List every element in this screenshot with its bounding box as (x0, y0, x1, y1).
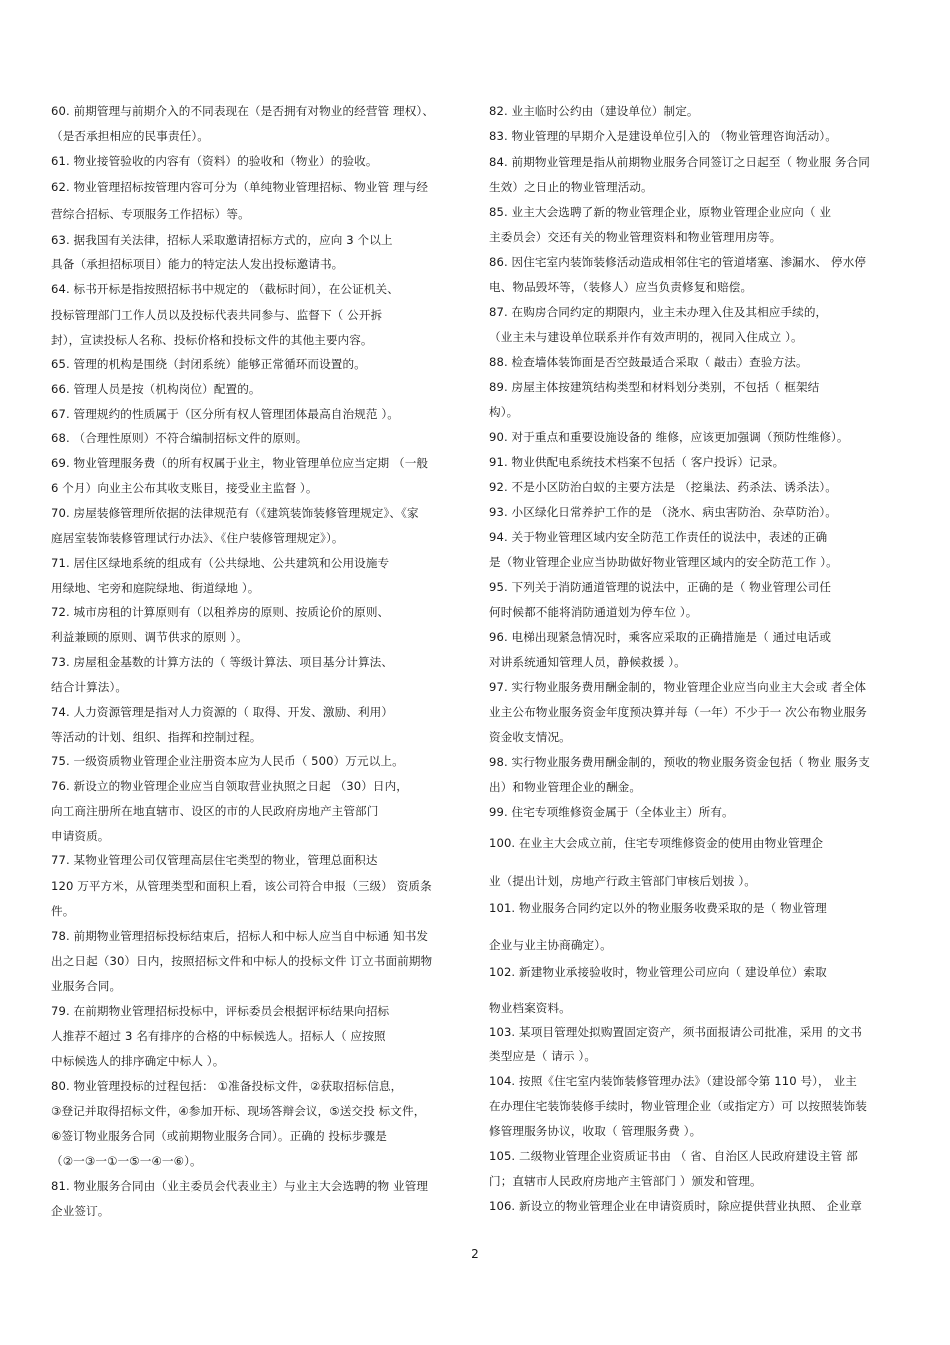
text-line: 类型应是（ 请示 ）。 (489, 1049, 597, 1063)
text-line: 93. 小区绿化日常养护工作的是 （浇水、病虫害防治、杂草防治）。 (489, 505, 837, 519)
text-line: 103. 某项目管理处拟购置固定资产，须书面报请公司批准，采用 的文书 (489, 1025, 862, 1039)
text-line: 利益兼顾的原则、调节供求的原则 ）。 (51, 630, 248, 644)
text-line: 85. 业主大会选聘了新的物业管理企业，原物业管理企业应向（ 业 (489, 205, 832, 219)
text-line: 61. 物业接管验收的内容有（资料）的验收和（物业）的验收。 (51, 154, 378, 168)
text-line: 96. 电梯出现紧急情况时，乘客应采取的正确措施是（ 通过电话或 (489, 630, 832, 644)
text-line: 营综合招标、专项服务工作招标）等。 (51, 207, 250, 221)
text-line: 68. （合理性原则）不符合编制招标文件的原则。 (51, 431, 308, 445)
text-line: ⑥签订物业服务合同（或前期物业服务合同）。正确的 投标步骤是 (51, 1129, 387, 1143)
text-line: 87. 在购房合同约定的期限内，业主未办理入住及其相应手续的， (489, 305, 828, 319)
text-line: 业服务合同。 (51, 979, 122, 993)
text-line: 企业与业主协商确定）。 (489, 938, 612, 952)
text-line: 83. 物业管理的早期介入是建设单位引入的 （物业管理咨询活动）。 (489, 129, 837, 143)
text-line: 102. 新建物业承接验收时，物业管理公司应向（ 建设单位）索取 (489, 965, 827, 979)
text-line: 构）。 (489, 405, 519, 419)
text-line: 主委员会）交还有关的物业管理资料和物业管理用房等。 (489, 230, 782, 244)
text-line: 用绿地、宅旁和庭院绿地、街道绿地 ）。 (51, 581, 260, 595)
text-line: 98. 实行物业服务费用酬金制的，预收的物业服务资金包括（ 物业 服务支 (489, 755, 870, 769)
text-line: 等活动的计划、组织、指挥和控制过程。 (51, 730, 262, 744)
text-line: （业主未与建设单位联系并作有效声明的，视同入住成立 ）。 (489, 330, 803, 344)
text-line: 74. 人力资源管理是指对人力资源的（ 取得、开发、激励、利用） (51, 705, 394, 719)
text-line: 73. 房屋租金基数的计算方法的（ 等级计算法、项目基分计算法、 (51, 655, 394, 669)
text-line: 向工商注册所在地直辖市、设区的市的人民政府房地产主管部门 (51, 804, 379, 818)
text-line: 电、物品毁坏等，（装修人）应当负责修复和赔偿。 (489, 280, 753, 294)
text-line: 75. 一级资质物业管理企业注册资本应为人民币（ 500）万元以上。 (51, 754, 404, 768)
text-line: 生效）之日止的物业管理活动。 (489, 180, 653, 194)
text-line: 82. 业主临时公约由（建设单位）制定。 (489, 104, 699, 118)
text-line: 件。 (51, 904, 75, 918)
text-line: 86. 因住宅室内装饰装修活动造成相邻住宅的管道堵塞、渗漏水、 停水停 (489, 255, 867, 269)
text-line: 70. 房屋装修管理所依据的法律规范有（《建筑装饰装修管理规定》、《家 (51, 506, 419, 520)
text-line: 封），宣读投标人名称、投标价格和投标文件的其他主要内容。 (51, 333, 373, 347)
text-line: 100. 在业主大会成立前，住宅专项维修资金的使用由物业管理企 (489, 836, 824, 850)
text-line: ③登记并取得招标文件，④参加开标、现场答辩会议，⑤送交投 标文件， (51, 1104, 426, 1118)
text-line: 修管理服务协议，收取（ 管理服务费 ）。 (489, 1124, 702, 1138)
text-line: 出之日起（30）日内，按照招标文件和中标人的投标文件 订立书面前期物 (51, 954, 433, 968)
text-line: 具备（承担招标项目）能力的特定法人发出投标邀请书。 (51, 257, 344, 271)
text-line: （是否承担相应的民事责任）。 (51, 129, 209, 143)
text-line: 91. 物业供配电系统技术档案不包括（ 客户投诉）记录。 (489, 455, 785, 469)
text-line: 6 个月）向业主公布其收支账目，接受业主监督 ）。 (51, 481, 318, 495)
text-line: 104. 按照《住宅室内装饰装修管理办法》（建设部令第 110 号）， 业主 (489, 1074, 857, 1088)
text-line: 投标管理部门工作人员以及投标代表共同参与、监督下（ 公开拆 (51, 308, 383, 322)
text-line: 业（提出计划，房地产行政主管部门审核后划拔 ）。 (489, 874, 756, 888)
text-line: 72. 城市房租的计算原则有（以租养房的原则、按质论价的原则、 (51, 605, 390, 619)
text-line: （②一③一①一⑤一④一⑥）。 (51, 1154, 202, 1168)
text-line: 对讲系统通知管理人员，静候救援 ）。 (489, 655, 686, 669)
text-line: 97. 实行物业服务费用酬金制的，物业管理企业应当向业主大会或 者全体 (489, 680, 867, 694)
text-line: 67. 管理规约的性质属于（区分所有权人管理团体最高自治规范 ）。 (51, 407, 399, 421)
text-line: 60. 前期管理与前期介入的不同表现在（是否拥有对物业的经营管 理权）、 (51, 104, 435, 118)
text-line: 120 万平方米，从管理类型和面积上看，该公司符合申报（三级） 资质条 (51, 879, 432, 893)
text-line: 是（物业管理企业应当协助做好物业管理区域内的安全防范工作 ）。 (489, 555, 838, 569)
text-line: 101. 物业服务合同约定以外的物业服务收费采取的是（ 物业管理 (489, 901, 827, 915)
text-line: 业主公布物业服务资金年度预决算并每（一年）不少于一 次公布物业服务 (489, 705, 867, 719)
text-line: 71. 居住区绿地系统的组成有（公共绿地、公共建筑和公用设施专 (51, 556, 390, 570)
text-line: 企业签订。 (51, 1204, 110, 1218)
text-line: 80. 物业管理投标的过程包括： ①准备投标文件，②获取招标信息， (51, 1079, 403, 1093)
text-line: 92. 不是小区防治白蚁的主要方法是 （挖巢法、药杀法、诱杀法）。 (489, 480, 837, 494)
text-line: 在办理住宅装饰装修手续时，物业管理企业（或指定方）可 以按照装饰装 (489, 1099, 867, 1113)
text-line: 65. 管理的机构是围绕（封闭系统）能够正常循环而设置的。 (51, 357, 366, 371)
text-line: 66. 管理人员是按（机构岗位）配置的。 (51, 382, 261, 396)
text-line: 95. 下列关于消防通道管理的说法中，正确的是（ 物业管理公司任 (489, 580, 832, 594)
text-line: 76. 新设立的物业管理企业应当自领取营业执照之日起 （30）日内， (51, 779, 408, 793)
text-line: 77. 某物业管理公司仅管理高层住宅类型的物业，管理总面积达 (51, 853, 378, 867)
text-line: 78. 前期物业管理招标投标结束后，招标人和中标人应当自中标通 知书发 (51, 929, 429, 943)
text-line: 物业档案资料。 (489, 1001, 571, 1015)
text-line: 105. 二级物业管理企业资质证书由 （ 省、自治区人民政府建设主管 部 (489, 1149, 858, 1163)
text-line: 84. 前期物业管理是指从前期物业服务合同签订之日起至（ 物业服 务合同 (489, 155, 870, 169)
text-line: 90. 对于重点和重要设施设备的 维修，应该更加强调（预防性维修）。 (489, 430, 849, 444)
text-line: 106. 新设立的物业管理企业在申请资质时，除应提供营业执照、 企业章 (489, 1199, 862, 1213)
text-line: 94. 关于物业管理区域内安全防范工作责任的说法中，表述的正确 (489, 530, 828, 544)
text-line: 69. 物业管理服务费（的所有权属于业主，物业管理单位应当定期 （一般 (51, 456, 429, 470)
text-line: 79. 在前期物业管理招标投标中，评标委员会根据评标结果向招标 (51, 1004, 390, 1018)
text-line: 81. 物业服务合同由（业主委员会代表业主）与业主大会选聘的物 业管理 (51, 1179, 429, 1193)
text-line: 99. 住宅专项维修资金属于（全体业主）所有。 (489, 805, 734, 819)
text-line: 62. 物业管理招标按管理内容可分为（单纯物业管理招标、物业管 理与经 (51, 180, 429, 194)
text-line: 89. 房屋主体按建筑结构类型和材料划分类别，不包括（ 框架结 (489, 380, 820, 394)
page-number: 2 (471, 1247, 479, 1261)
text-line: 中标候选人的排序确定中标人 ）。 (51, 1054, 225, 1068)
text-line: 庭居室装饰装修管理试行办法》、《住户装修管理规定》）。 (51, 531, 344, 545)
text-line: 88. 检查墙体装饰面是否空鼓最适合采取（ 敲击）查验方法。 (489, 355, 808, 369)
text-line: 人推荐不超过 3 名有排序的合格的中标候选人。招标人（ 应按照 (51, 1029, 386, 1043)
text-line: 何时候都不能将消防通道划为停车位 ）。 (489, 605, 698, 619)
text-line: 门；直辖市人民政府房地产主管部门 ）颁发和管理。 (489, 1174, 762, 1188)
text-line: 资金收支情况。 (489, 730, 571, 744)
text-line: 申请资质。 (51, 829, 110, 843)
text-line: 出）和物业管理企业的酬金。 (489, 780, 642, 794)
text-line: 64. 标书开标是指按照招标书中规定的 （截标时间），在公证机关、 (51, 282, 399, 296)
text-line: 结合计算法）。 (51, 680, 128, 694)
text-line: 63. 据我国有关法律，招标人采取邀请招标方式的，应向 3 个以上 (51, 233, 393, 247)
